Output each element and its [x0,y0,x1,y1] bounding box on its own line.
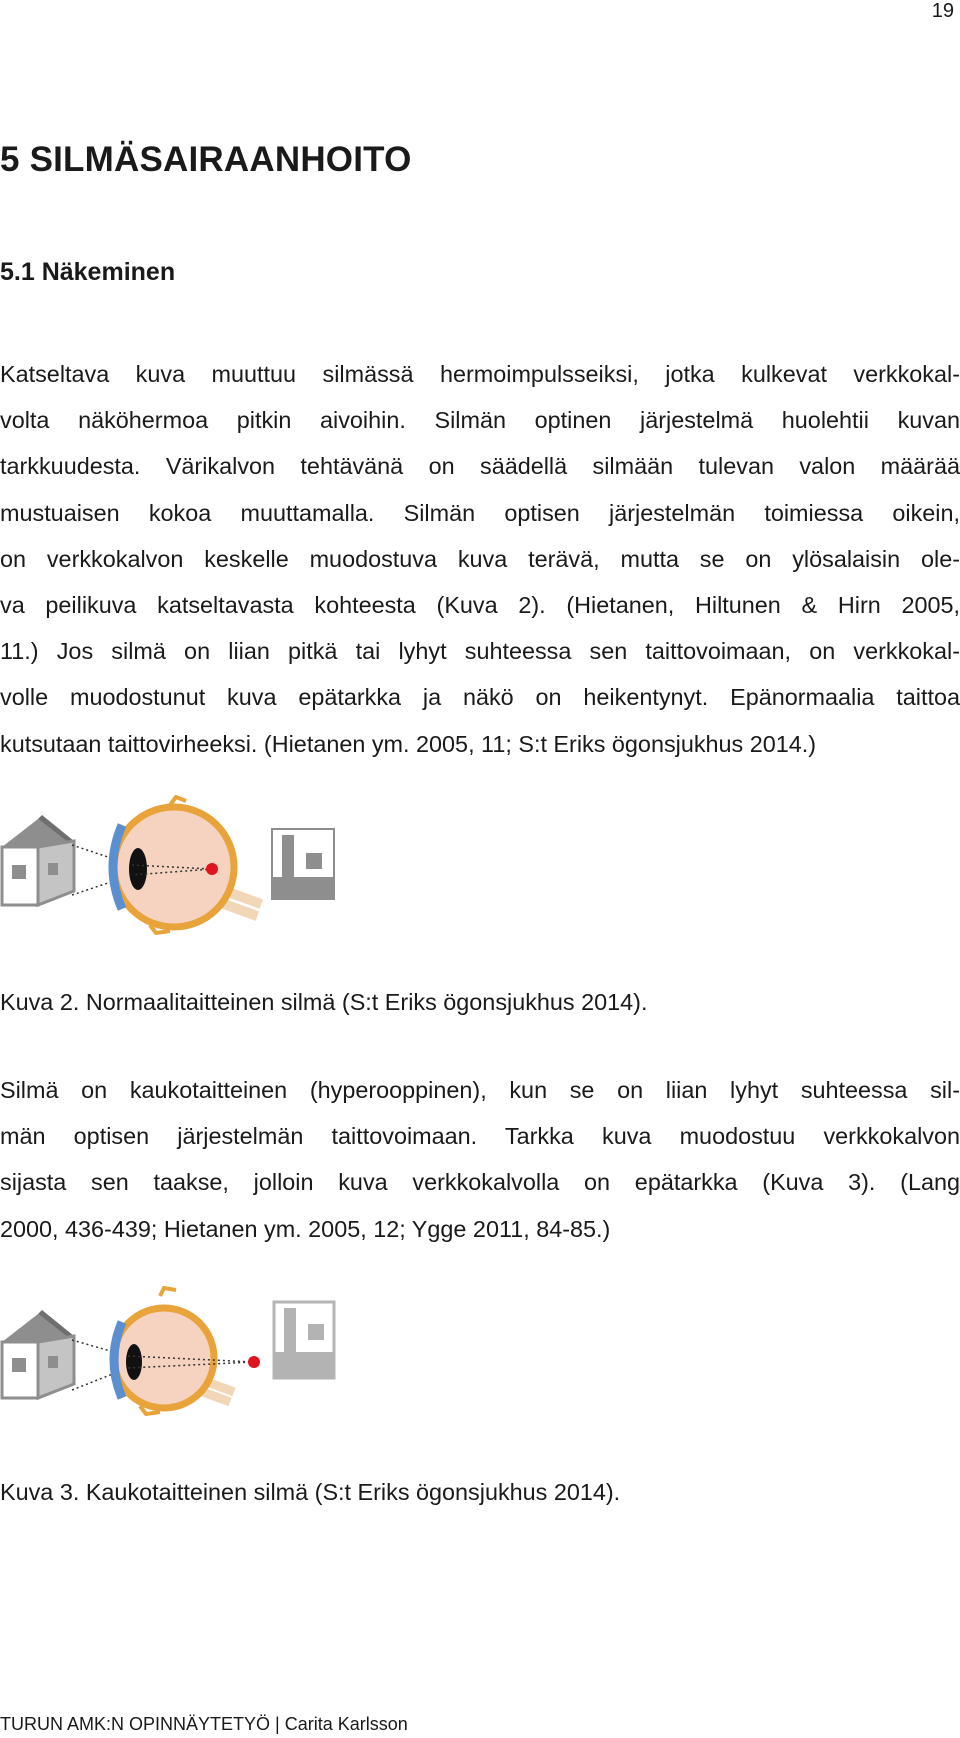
blurred-image-icon [274,1302,334,1378]
paragraph-line: mustuaisen kokoa muuttamalla. Silmän optisen järjestelmän toimiessa oikein, [0,499,960,526]
paragraph-line: Silmä on kaukotaitteinen (hyperooppinen), kun se on liian lyhyt suhteessa sil- [0,1077,960,1103]
paragraph-line: Katseltava kuva muuttuu silmässä hermoimpulsseiksi, jotka kulkevat verkkokal- [0,361,960,387]
figure-1-caption: Kuva 2. Normaalitaitteinen silmä (S:t Eriks ögonsjukhus 2014). [0,989,648,1015]
house-icon [2,1310,74,1398]
paragraph-line: va peilikuva katseltavasta kohteesta (Kuva 2). (Hietanen, Hiltunen & Hirn 2005, [0,592,960,619]
figure-2-caption: Kuva 3. Kaukotaitteinen silmä (S:t Eriks ögonsjukhus 2014). [0,1479,621,1505]
paragraph-line: volle muodostunut kuva epätarkka ja näkö on heikentynyt. Epänormaalia taittoa [0,684,960,711]
paragraph-line: tarkkuudesta. Värikalvon tehtävänä on säädellä silmään tulevan valon määrää [0,453,960,480]
eye-icon [113,797,263,933]
paragraph-line: 2000, 436-439; Hietanen ym. 2005, 12; Ygge 2011, 84-85.) [0,1215,611,1242]
figure-normal-eye [0,795,340,935]
focus-point [206,863,218,875]
paragraph-1 [0,351,960,767]
figure-hyperopic-eye [0,1286,340,1416]
paragraph-line: 11.) Jos silmä on liian pitkä tai lyhyt suhteessa sen taittovoimaan, on verkkokal- [0,638,960,665]
paragraph-line: on verkkokalvon keskelle muodostuva kuva terävä, mutta se on ylösalaisin ole- [0,545,960,572]
paragraph-line: män optisen järjestelmän taittovoimaan. Tarkka kuva muodostuu verkkokalvon [0,1123,960,1150]
paragraph-2 [0,1067,960,1252]
paragraph-line: volta näköhermoa pitkin aivoihin. Silmän optinen järjestelmä huolehtii kuvan [0,407,960,434]
focus-point [248,1356,260,1368]
paragraph-line: sijasta sen taakse, jolloin kuva verkkokalvolla on epätarkka (Kuva 3). (Lang [0,1169,960,1196]
house-icon [2,815,74,905]
eye-icon [114,1288,260,1414]
page-number: 19 [931,0,954,22]
footer: TURUN AMK:N OPINNÄYTETYÖ | Carita Karlsson [0,1714,408,1734]
chapter-title: 5 SILMÄSAIRAANHOITO [0,140,412,179]
section-title: 5.1 Näkeminen [0,258,176,286]
paragraph-line: kutsutaan taittovirheeksi. (Hietanen ym. 2005, 11; S:t Eriks ögonsjukhus 2014.) [0,730,817,757]
projected-image-icon [272,829,334,899]
